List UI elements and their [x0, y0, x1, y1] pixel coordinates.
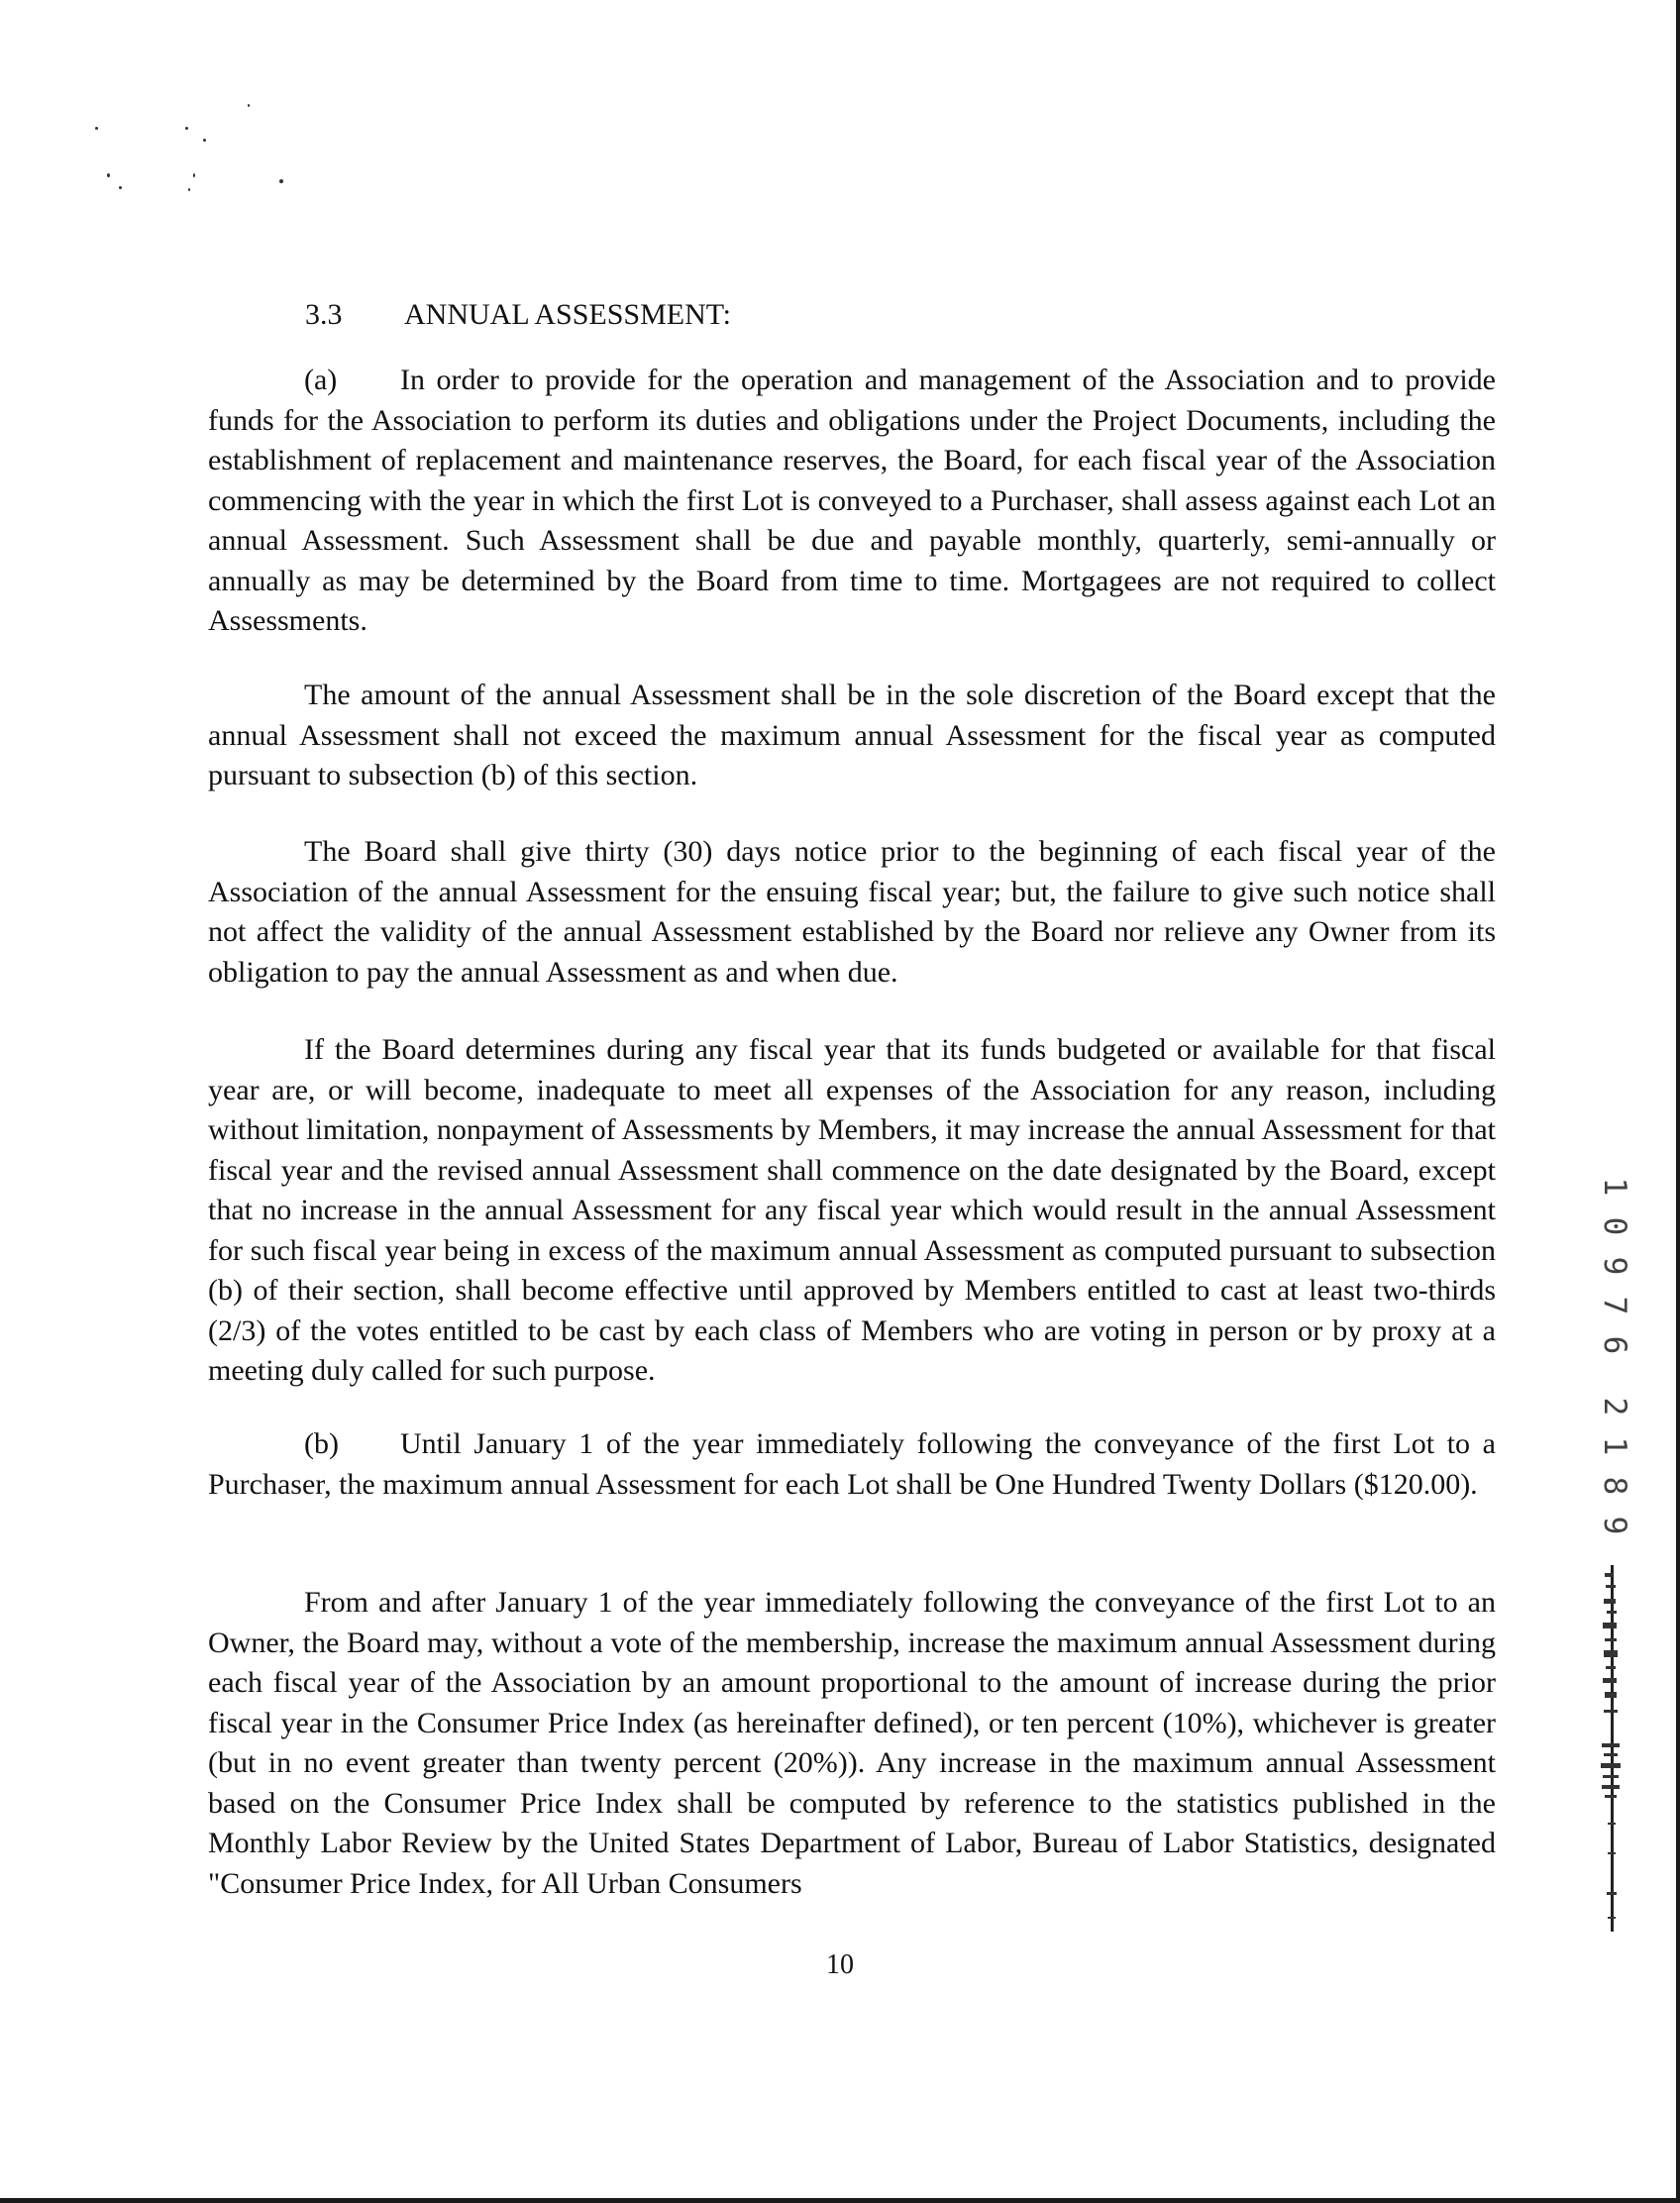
paragraph-a: [208, 361, 1496, 642]
scan-speck: [185, 127, 188, 130]
stamp-digit: 2: [1597, 1397, 1632, 1416]
scan-speck: [248, 104, 250, 107]
paragraph-b-text: Until January 1 of the year immediately following the conveyance of the first Lot to a Purchaser, the maximum annual Assessment for each Lot shall be One Hundred Twenty Dollars ($120.00).: [208, 1427, 1496, 1501]
stamp-digit: 9: [1597, 1256, 1632, 1276]
stamp-digit: 1: [1597, 1177, 1632, 1197]
paragraph-b: [208, 1424, 1496, 1505]
paragraph-amount: [208, 676, 1496, 796]
scan-speck: [203, 139, 206, 142]
stamp-digit: 6: [1597, 1335, 1632, 1355]
scan-speck: [95, 127, 98, 130]
paragraph-cpi: [208, 1583, 1496, 1904]
section-heading: [305, 297, 731, 333]
scan-speck: [279, 179, 283, 183]
stamp-digit: 1: [1597, 1436, 1632, 1456]
scan-speck: [193, 173, 195, 177]
paragraph-cpi-text: From and after January 1 of the year immediately following the conveyance of the first Lot to an Owner, the Board may, without a vote of the membership, increase the maximum annual Assessment during each fiscal year of the Association by an amount proportional to the amount of increase during the prior fiscal year in the Consumer Price Index (as hereinafter defined), or ten percent (10%), whichever is greater (but in no event greater than twenty percent (20%)). Any increase in the maximum annual Assessment based on the Consumer Price Index shall be computed by reference to the statistics published in the Monthly Labor Review by the United States Department of Labor, Bureau of Labor Statistics, designated "Consumer Price Index, for All Urban Consumers: [208, 1586, 1496, 1900]
paragraph-notice: [208, 832, 1496, 993]
subsection-marker-b: (b): [304, 1427, 339, 1460]
recording-stamp: [1597, 1167, 1632, 1545]
stamp-digit: 0: [1597, 1216, 1632, 1236]
section-title: ANNUAL ASSESSMENT:: [404, 298, 731, 331]
scan-speck: [119, 186, 122, 189]
section-number: 3.3: [305, 298, 343, 331]
paragraph-a-text: In order to provide for the operation and management of the Association and to provide funds for the Association to perform its duties and obligations under the Project Documents, including the establishment of replacement and maintenance reserves, the Board, for each fiscal year of the Association commencing with the year in which the first Lot is conveyed to a Purchaser, shall assess against each Lot an annual Assessment. Such Assessment shall be due and payable monthly, quarterly, semi-annually or annually as may be determined by the Board from time to time. Mortgagees are not required to collect Assessments.: [208, 364, 1496, 637]
subsection-marker-a: (a): [304, 364, 338, 396]
paragraph-notice-text: The Board shall give thirty (30) days notice prior to the beginning of each fiscal year of the Association of the annual Assessment for the ensuing fiscal year; but, the failure to give such notice shall not affect the validity of the annual Assessment established by the Board nor relieve any Owner from its obligation to pay the annual Assessment as and when due.: [208, 835, 1496, 989]
page-number: 10: [826, 1949, 854, 1980]
stamp-digit: 9: [1597, 1516, 1632, 1535]
paragraph-amount-text: The amount of the annual Assessment shall be in the sole discretion of the Board except that the annual Assessment shall not exceed the maximum annual Assessment for the fiscal year as computed pursuant to subsection (b) of this section.: [208, 679, 1496, 791]
stamp-digit: 8: [1597, 1476, 1632, 1496]
scan-speck: [107, 173, 110, 177]
paragraph-increase: [208, 1030, 1496, 1392]
scan-speck: [188, 188, 190, 191]
margin-barcode-graphic: [1599, 1565, 1627, 1932]
paragraph-increase-text: If the Board determines during any fiscal year that its funds budgeted or available for that fiscal year are, or will become, inadequate to meet all expenses of the Association for any reason, including without limitation, nonpayment of Assessments by Members, it may increase the annual Assessment for that fiscal year and the revised annual Assessment shall commence on the date designated by the Board, except that no increase in the annual Assessment for any fiscal year which would result in the annual Assessment for such fiscal year being in excess of the maximum annual Assessment as computed pursuant to subsection (b) of their section, shall become effective until approved by Members entitled to cast at least two-thirds (2/3) of the votes entitled to be cast by each class of Members who are voting in person or by proxy at a meeting duly called for such purpose.: [208, 1033, 1496, 1387]
stamp-digit: 7: [1597, 1296, 1632, 1315]
